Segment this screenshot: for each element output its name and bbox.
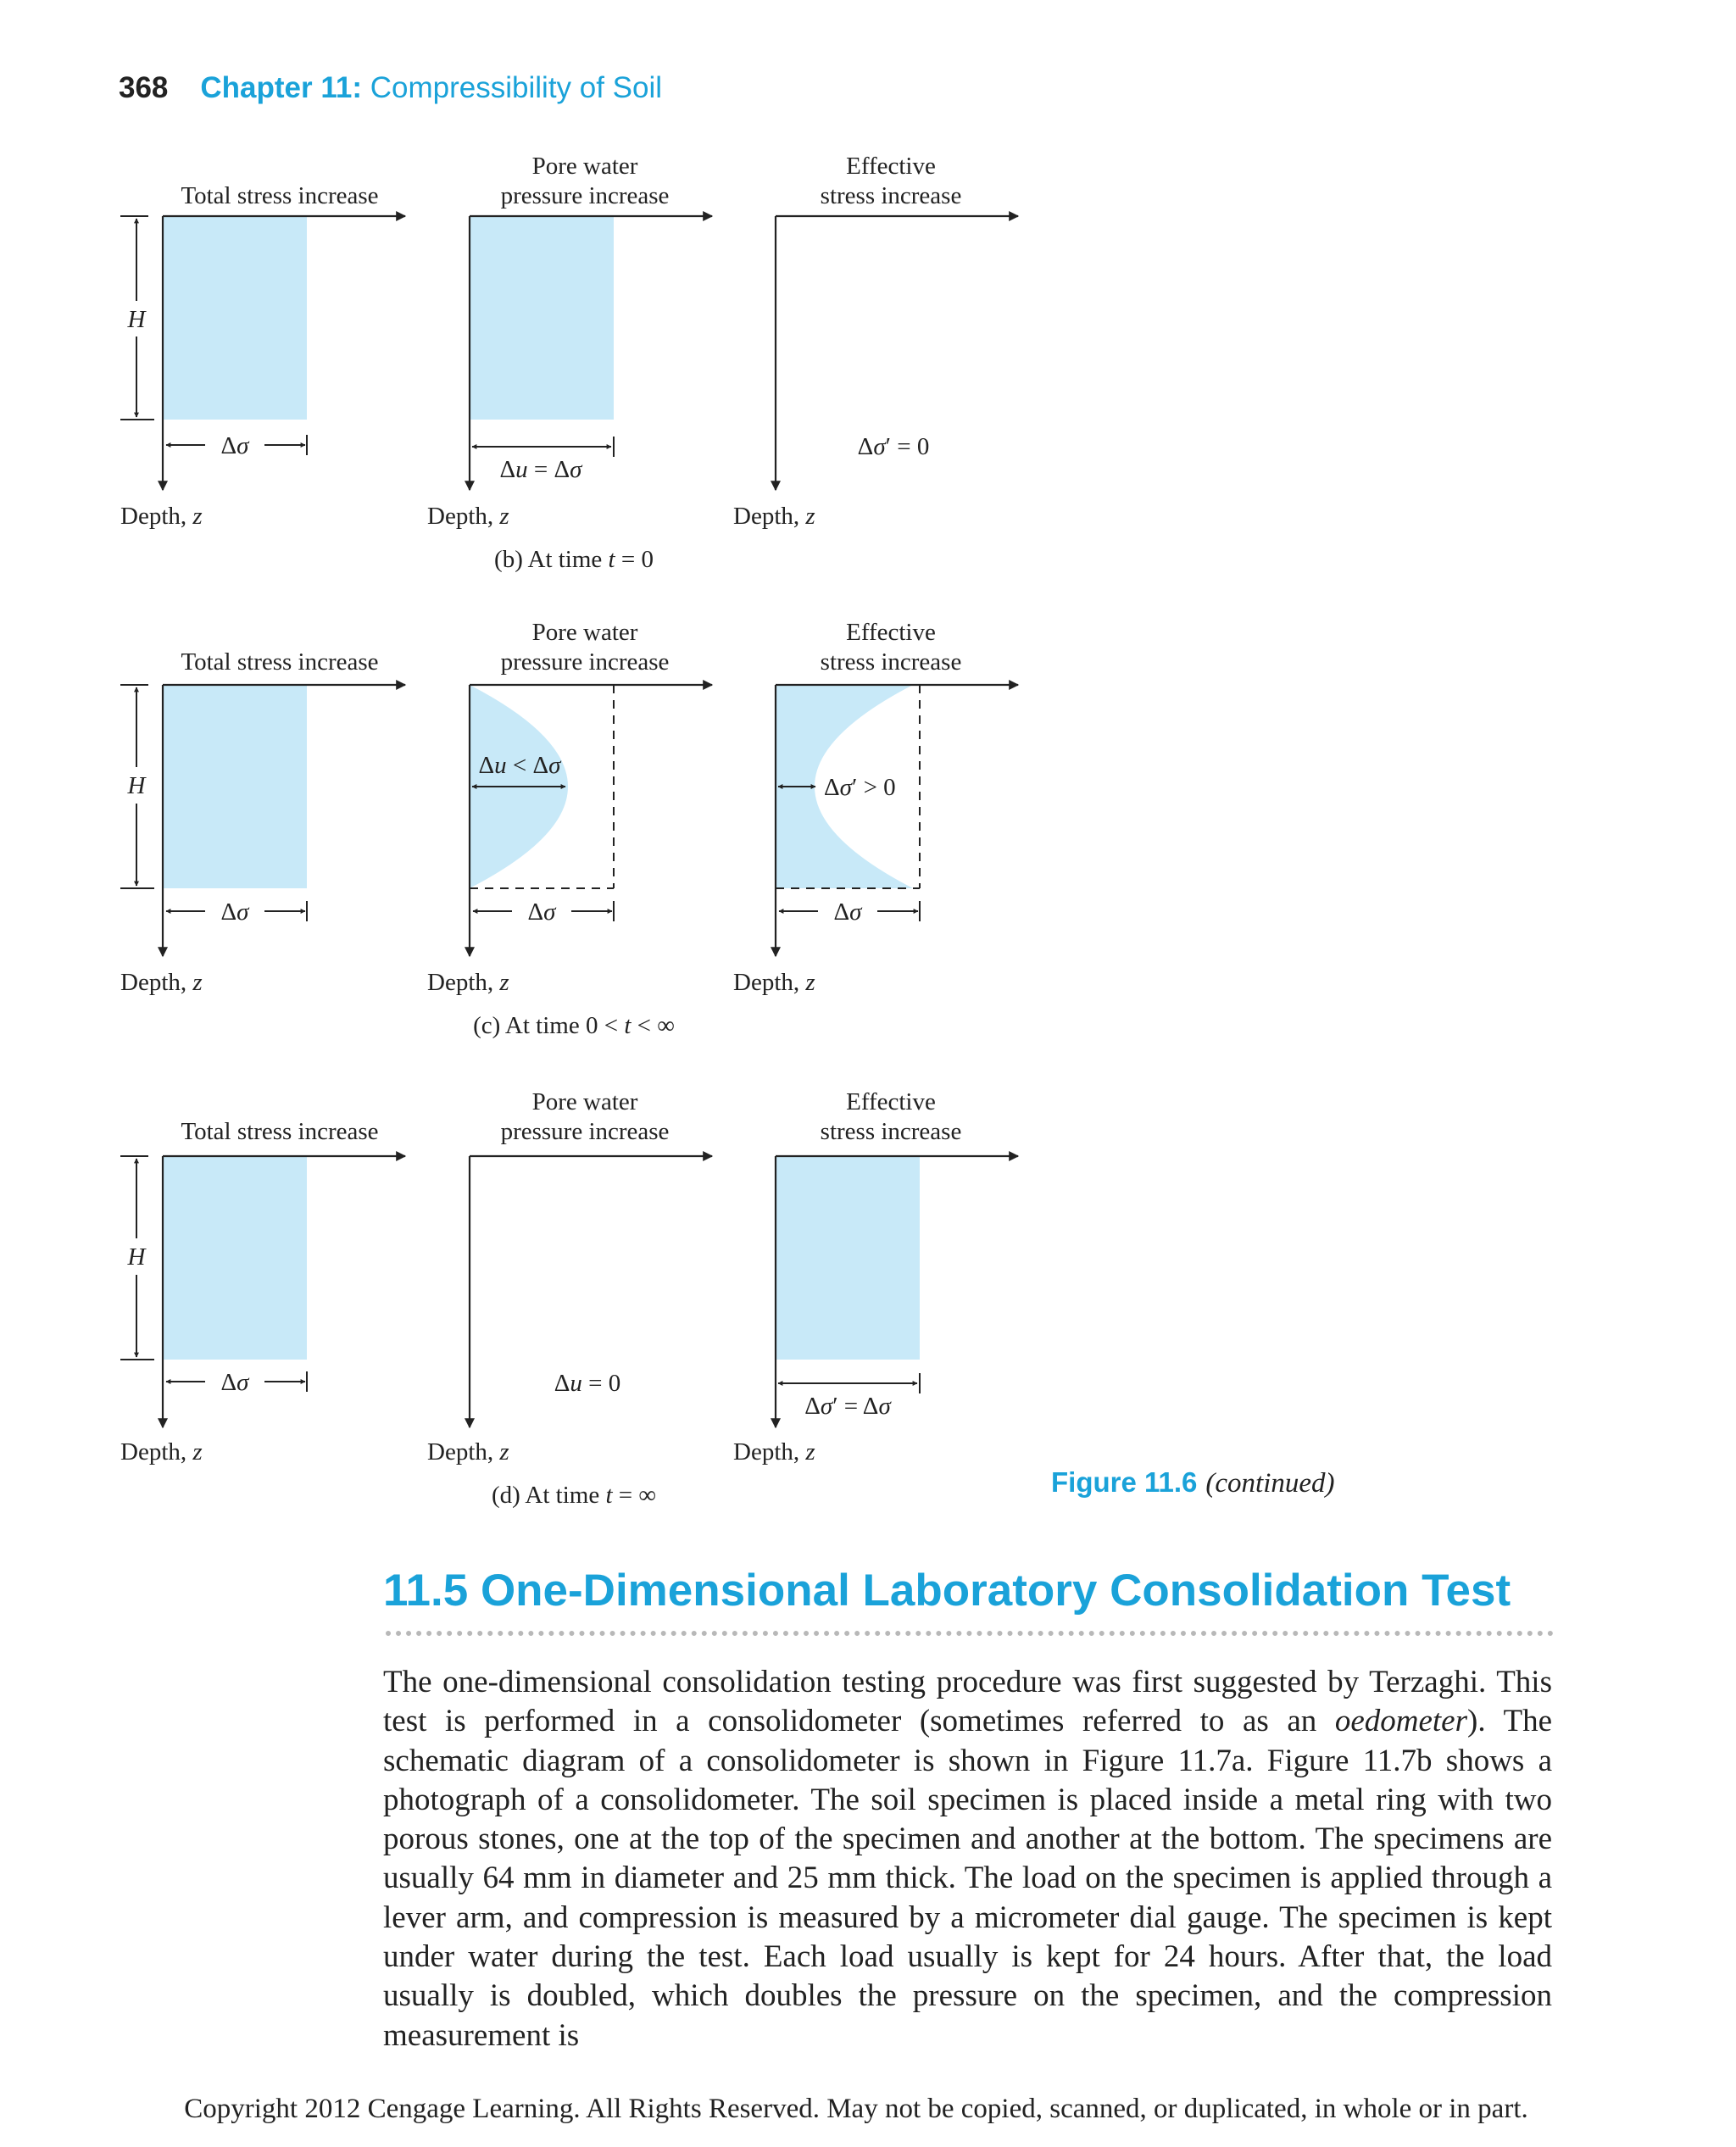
figure-continued: (continued) <box>1205 1468 1335 1499</box>
total-stress-fill <box>163 1156 307 1360</box>
h-label: H <box>127 772 146 799</box>
depth-label: Depth, z <box>733 1438 815 1466</box>
row-b-effective-stress-panel <box>733 153 1018 530</box>
total-stress-fill <box>163 216 307 420</box>
delta-u-equals-delta-sigma: Δu = Δσ <box>499 456 582 483</box>
row-d-pore-water-panel <box>427 1088 712 1466</box>
delta-u-zero: Δu = 0 <box>554 1370 621 1397</box>
depth-label: Depth, z <box>120 969 203 996</box>
row-c-time-intermediate <box>120 619 1018 1039</box>
delta-sigma-label: Δσ <box>220 1369 249 1396</box>
chapter-label: Chapter 11: <box>200 71 363 104</box>
row-c-total-stress-panel <box>120 648 405 996</box>
body-paragraph <box>383 1663 1552 2055</box>
row-b-total-stress-panel <box>120 182 405 530</box>
page-number: 368 <box>119 71 169 104</box>
depth-label: Depth, z <box>427 503 509 530</box>
depth-label: Depth, z <box>733 969 815 996</box>
total-stress-label: Total stress increase <box>181 1118 379 1145</box>
depth-label: Depth, z <box>120 503 203 530</box>
row-d-effective-stress-panel <box>733 1088 1018 1466</box>
delta-sigma-label: Δσ <box>527 898 556 926</box>
row-c-caption: (c) At time 0 < t < ∞ <box>473 1012 675 1039</box>
effective-label-2: stress increase <box>820 648 962 676</box>
delta-sigma-label: Δσ <box>220 898 249 926</box>
row-d-time-infinity <box>120 1088 1018 1509</box>
para-emphasis: oedometer <box>1334 1704 1467 1739</box>
effective-stress-fill <box>776 1156 920 1360</box>
delta-sigma-label: Δσ <box>833 898 862 926</box>
depth-label: Depth, z <box>120 1438 203 1466</box>
copyright-footer: Copyright 2012 Cengage Learning. All Rights Reserved. May not be copied, scanned, or duplicated, in whole or in part. <box>184 2094 1528 2124</box>
chapter-title: Compressibility of Soil <box>370 71 663 104</box>
depth-label: Depth, z <box>427 1438 509 1466</box>
para-text-2: ). The schematic diagram of a consolidometer is shown in Figure 11.7a. Figure 11.7b shows a photograph of a consolidometer. The soil specimen is placed inside a metal ring with two porous stones, one at the top of the specimen and another at the bottom. The specimens are usually 64 mm in diameter and 25 mm thick. The load on the specimen is applied through a lever arm, and compression is measured by a micrometer dial gauge. The specimen is kept under water during the test. Each load usually is kept for 24 hours. After that, the load usually is doubled, which doubles the pressure on the specimen, and the compression measurement is <box>383 1704 1552 2053</box>
depth-label: Depth, z <box>427 969 509 996</box>
heading-dotted-rule <box>386 1631 1554 1636</box>
pore-pressure-fill <box>470 216 614 420</box>
effective-label-2: stress increase <box>820 182 962 209</box>
delta-sigma-prime-equals-delta-sigma: Δσ′ = Δσ <box>804 1393 891 1420</box>
total-stress-fill <box>163 685 307 888</box>
total-stress-label: Total stress increase <box>181 648 379 676</box>
row-c-effective-stress-panel <box>733 619 1018 996</box>
row-b-pore-water-panel <box>427 153 712 530</box>
depth-label: Depth, z <box>733 503 815 530</box>
row-c-pore-water-panel <box>427 619 712 996</box>
pore-water-label-2: pressure increase <box>500 182 670 209</box>
pore-water-label-1: Pore water <box>531 619 638 646</box>
h-label: H <box>127 1243 146 1271</box>
row-d-total-stress-panel <box>120 1118 405 1466</box>
effective-label-1: Effective <box>846 619 936 646</box>
row-b-caption: (b) At time t = 0 <box>494 546 654 573</box>
figure-caption <box>1051 1466 1335 1499</box>
delta-sigma-prime-zero: Δσ′ = 0 <box>857 433 930 460</box>
row-d-caption: (d) At time t = ∞ <box>491 1482 657 1509</box>
pore-water-label-1: Pore water <box>531 1088 638 1115</box>
para-text-1: The one-dimensional consolidation testing procedure was first suggested by Terzaghi. This test is performed in a consolidometer (sometimes referred to as an <box>383 1665 1552 1739</box>
h-label: H <box>127 306 146 333</box>
row-b-time-zero <box>120 153 1018 573</box>
delta-sigma-label: Δσ <box>220 432 249 459</box>
effective-label-1: Effective <box>846 153 936 180</box>
pore-water-label-2: pressure increase <box>500 1118 670 1145</box>
delta-sigma-prime-greater-zero: Δσ′ > 0 <box>824 774 896 801</box>
delta-u-less-than-delta-sigma: Δu < Δσ <box>478 752 561 779</box>
section-heading: 11.5 One-Dimensional Laboratory Consolidation Test <box>383 1566 1511 1616</box>
effective-label-2: stress increase <box>820 1118 962 1145</box>
pore-water-label-1: Pore water <box>531 153 638 180</box>
figure-number: Figure 11.6 <box>1051 1466 1198 1498</box>
effective-label-1: Effective <box>846 1088 936 1115</box>
total-stress-label: Total stress increase <box>181 182 379 209</box>
pore-water-label-2: pressure increase <box>500 648 670 676</box>
